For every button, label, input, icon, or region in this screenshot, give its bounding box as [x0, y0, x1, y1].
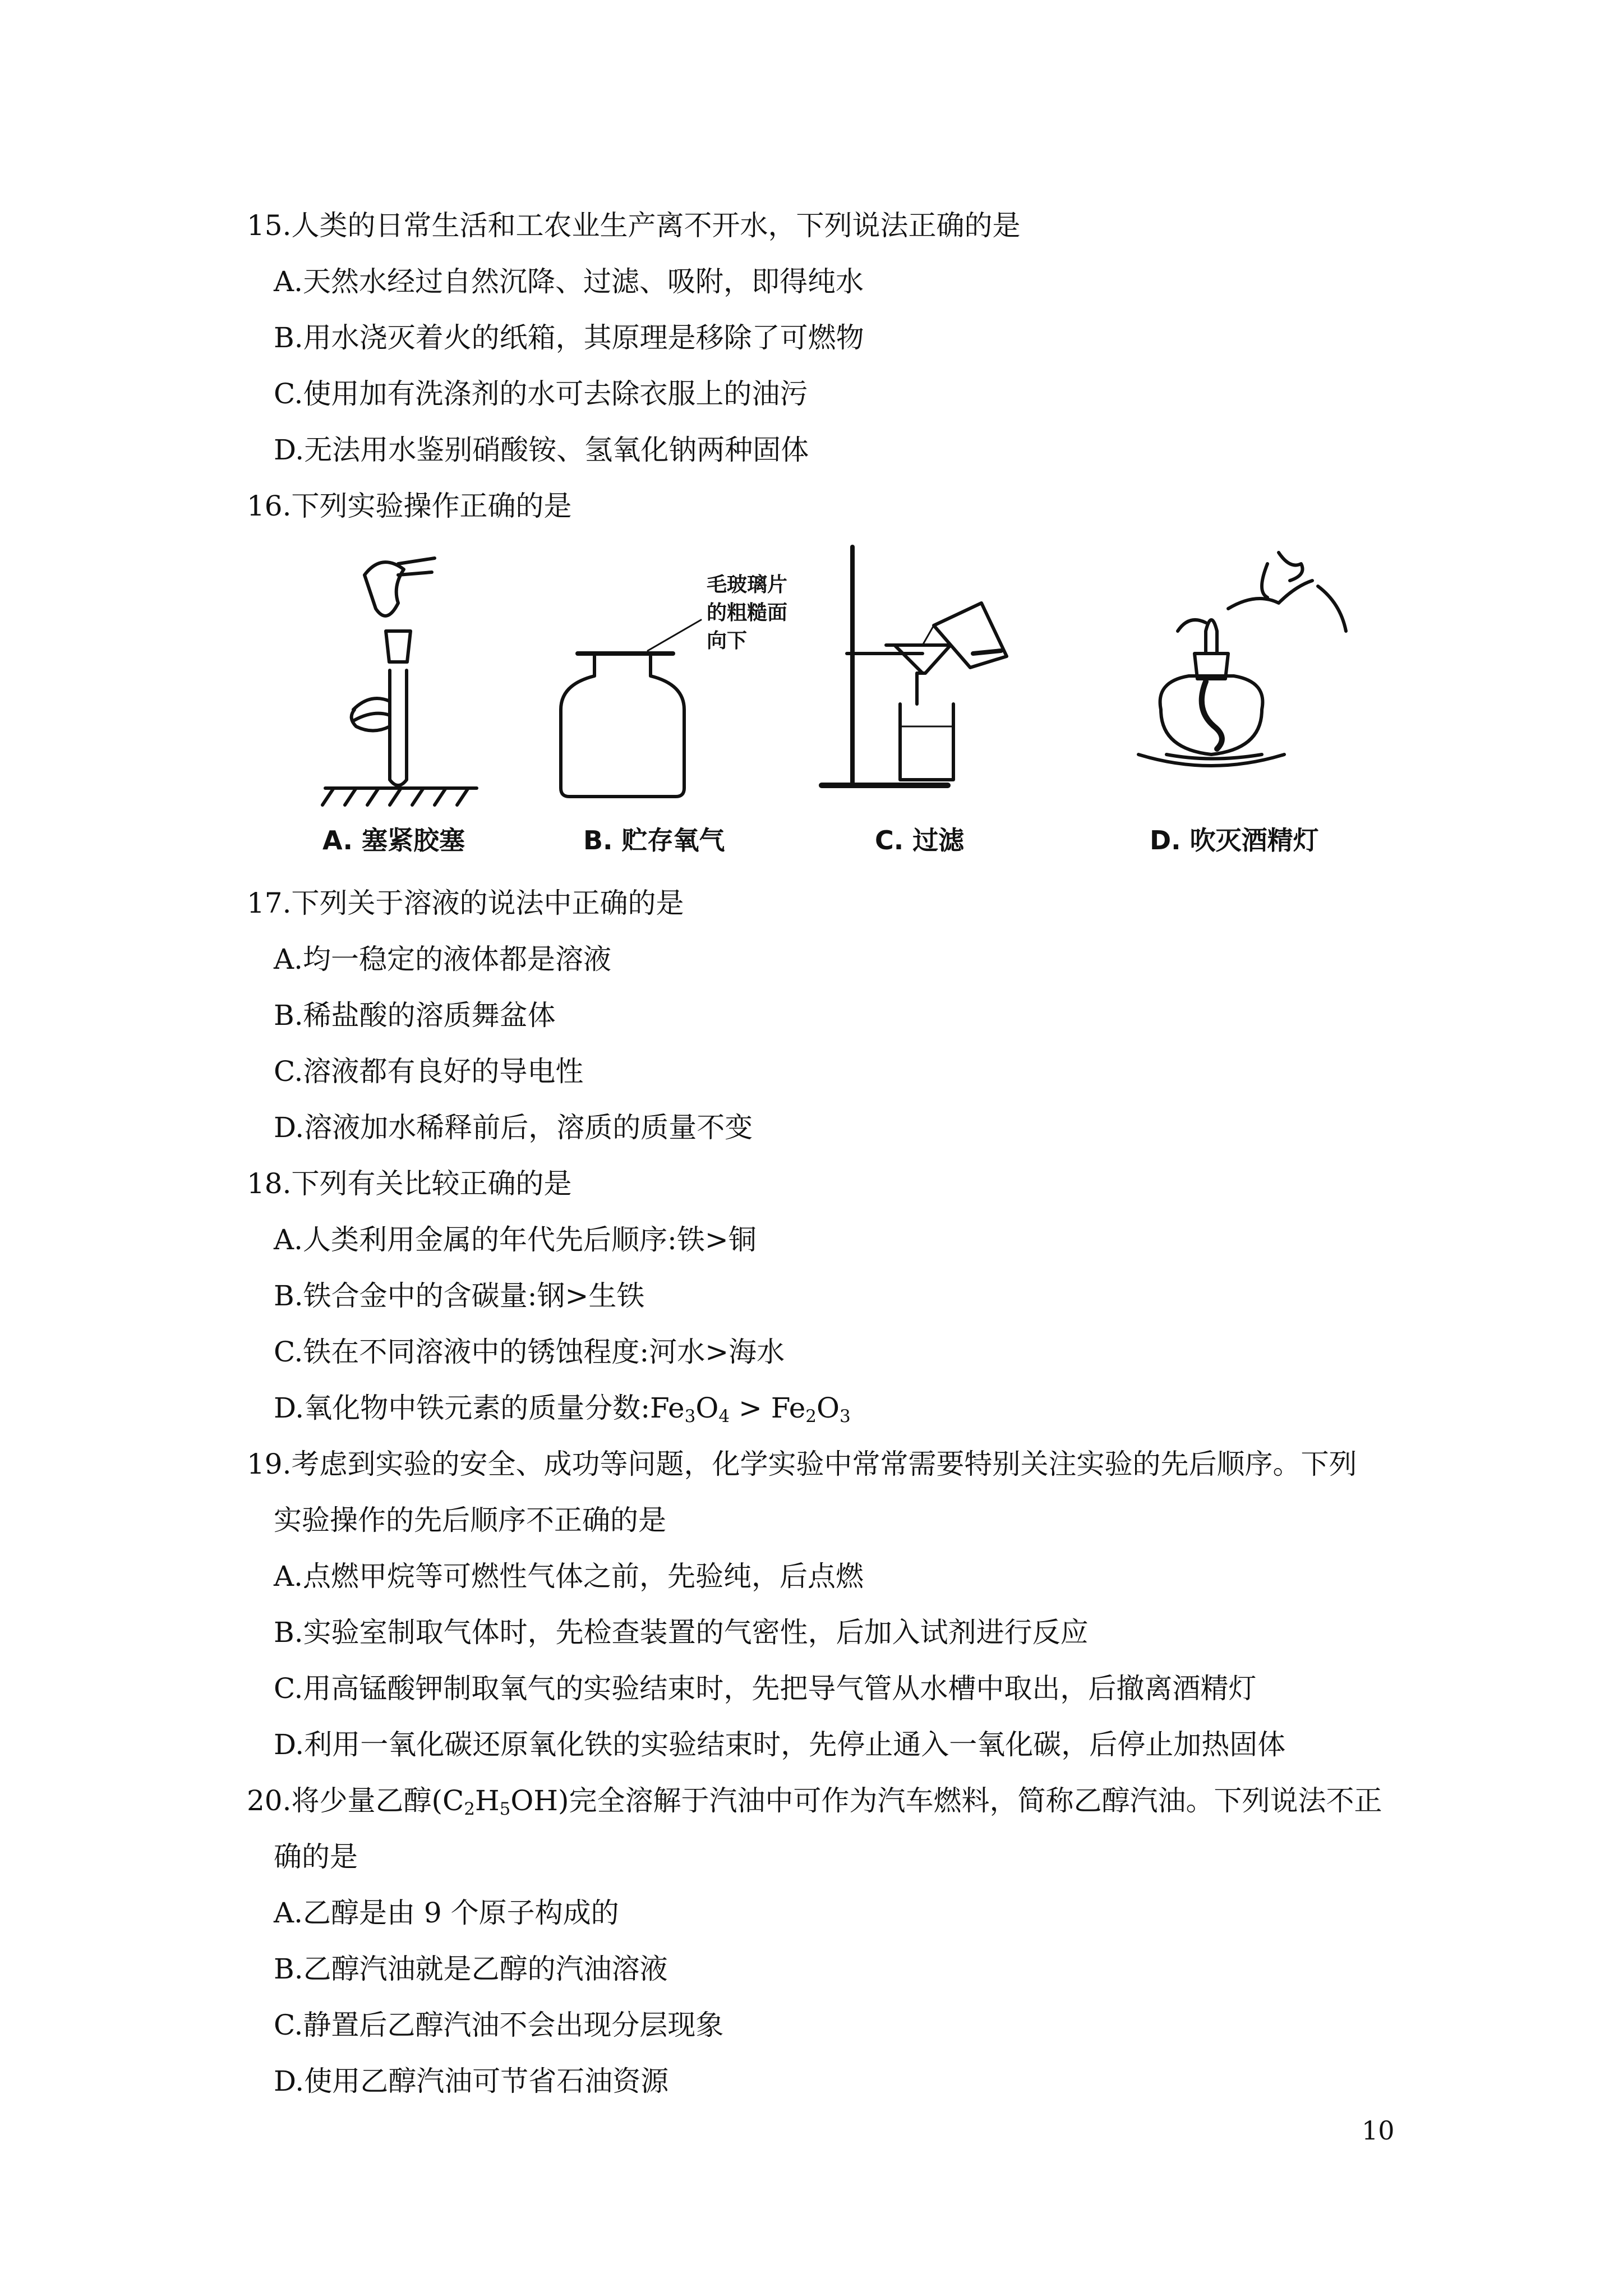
q18-d-prefix: D.氧化物中铁元素的质量分数:Fe — [274, 1392, 685, 1424]
figure-b-bottle-drawing — [561, 620, 701, 797]
q15-option-a: A.天然水经过自然沉降、过滤、吸附，即得纯水 — [274, 265, 864, 298]
q18-d-sub3: 2 — [805, 1406, 817, 1427]
q20-stem-sub1: 2 — [464, 1798, 476, 1819]
q15-option-d: D.无法用水鉴别硝酸铵、氢氧化钠两种固体 — [274, 434, 809, 466]
q16-figure-drawings — [314, 541, 1391, 872]
figure-caption-a: A. 塞紧胶塞 — [322, 825, 465, 855]
q20-option-a: A.乙醇是由 9 个原子构成的 — [274, 1897, 619, 1929]
q18-d-sub4: 3 — [840, 1406, 851, 1427]
figure-d-lamp-drawing — [1138, 553, 1346, 766]
q17-stem: 17.下列关于溶液的说法中正确的是 — [247, 887, 684, 919]
q15-option-b: B.用水浇灭着火的纸箱，其原理是移除了可燃物 — [274, 321, 864, 354]
q18-option-d — [274, 1391, 851, 1433]
q20-stem-mid: H — [475, 1784, 500, 1817]
q17-option-d: D.溶液加水稀释前后，溶质的质量不变 — [274, 1111, 753, 1144]
q20-stem-line1 — [247, 1784, 1382, 1826]
q19-option-b: B.实验室制取气体时，先检查装置的气密性，后加入试剂进行反应 — [274, 1616, 1089, 1649]
q19-option-d: D.利用一氧化碳还原氧化铁的实验结束时，先停止通入一氧化碳，后停止加热固体 — [274, 1728, 1286, 1761]
q20-stem-line2: 确的是 — [274, 1841, 358, 1873]
q18-d-mid3: O — [817, 1392, 840, 1424]
q18-d-sub2: 4 — [718, 1406, 730, 1427]
q20-stem-sub2: 5 — [499, 1798, 511, 1819]
q15-option-c: C.使用加有洗涤剂的水可去除衣服上的油污 — [274, 378, 808, 410]
q20-stem-prefix: 20.将少量乙醇(C — [247, 1784, 464, 1817]
figure-a-stopper-drawing — [322, 558, 477, 805]
q16-experiment-figure — [314, 541, 1391, 872]
q20-stem-suffix: OH)完全溶解于汽油中可作为汽车燃料，简称乙醇汽油。下列说法不正 — [510, 1784, 1382, 1817]
q17-option-b: B.稀盐酸的溶质舞盆体 — [274, 999, 556, 1032]
q18-d-mid1: O — [695, 1392, 719, 1424]
q19-stem-line1: 19.考虑到实验的安全、成功等问题，化学实验中常常需要特别关注实验的先后顺序。下列 — [247, 1448, 1357, 1480]
q18-option-a: A.人类利用金属的年代先后顺序:铁>铜 — [274, 1223, 757, 1256]
q18-d-sub1: 3 — [684, 1406, 696, 1427]
q17-option-a: A.均一稳定的液体都是溶液 — [274, 943, 612, 976]
figure-caption-d: D. 吹灭酒精灯 — [1150, 825, 1319, 855]
figure-b-callout-line1: 毛玻璃片 — [707, 573, 788, 596]
q15-stem: 15.人类的日常生活和工农业生产离不开水，下列说法正确的是 — [247, 209, 1021, 242]
q20-option-c: C.静置后乙醇汽油不会出现分层现象 — [274, 2009, 724, 2041]
q19-option-c: C.用高锰酸钾制取氧气的实验结束时，先把导气管从水槽中取出，后撤离酒精灯 — [274, 1672, 1257, 1705]
q18-option-b: B.铁合金中的含碳量:钢>生铁 — [274, 1280, 645, 1312]
figure-caption-b: B. 贮存氧气 — [583, 825, 725, 855]
q18-option-c: C.铁在不同溶液中的锈蚀程度:河水>海水 — [274, 1336, 785, 1368]
q18-stem: 18.下列有关比较正确的是 — [247, 1167, 572, 1200]
q19-stem-line2: 实验操作的先后顺序不正确的是 — [274, 1504, 666, 1536]
page-number: 10 — [1362, 2115, 1395, 2146]
figure-b-callout-line2: 的粗糙面 — [707, 601, 788, 624]
figure-c-filtration-drawing — [822, 547, 1007, 785]
q18-d-mid2: > Fe — [730, 1392, 806, 1424]
q19-option-a: A.点燃甲烷等可燃性气体之前，先验纯，后点燃 — [274, 1560, 864, 1593]
q20-option-d: D.使用乙醇汽油可节省石油资源 — [274, 2065, 669, 2097]
q20-option-b: B.乙醇汽油就是乙醇的汽油溶液 — [274, 1953, 668, 1985]
q16-stem: 16.下列实验操作正确的是 — [247, 490, 572, 522]
q17-option-c: C.溶液都有良好的导电性 — [274, 1055, 584, 1088]
figure-b-callout-line3: 向下 — [707, 629, 748, 652]
figure-caption-c: C. 过滤 — [875, 825, 965, 855]
